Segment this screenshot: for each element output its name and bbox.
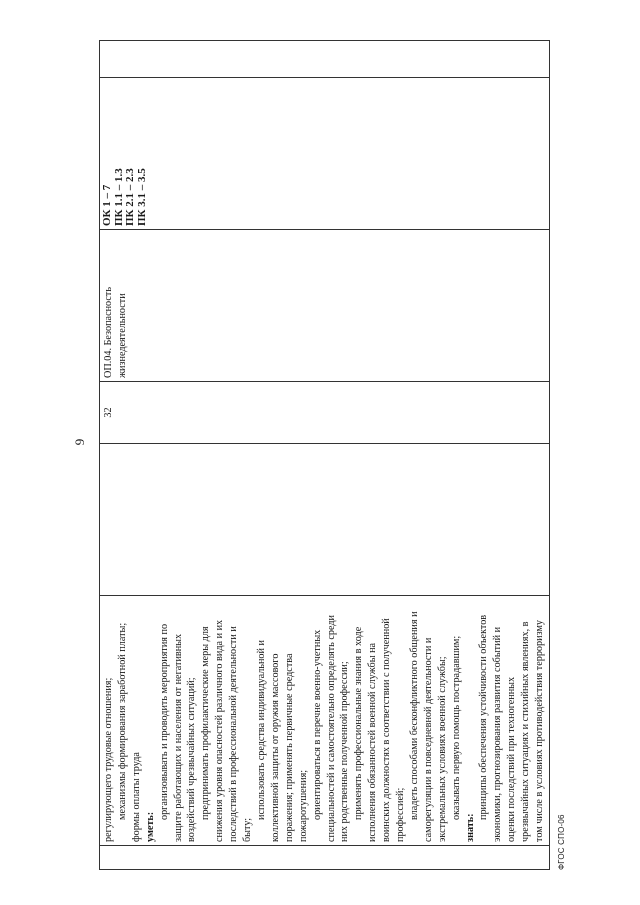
content-line: принципы обеспечения устойчивости объектов	[478, 614, 490, 820]
content-line: снижения уровня опасностей различного вида и их	[214, 619, 226, 842]
content-line: том числе в условиях противодействия терроризму	[534, 620, 546, 842]
rotated-page	[52, 40, 597, 870]
content-line: последствий в профессиональной деятельности и	[228, 626, 240, 842]
content-line: профессией;	[395, 787, 407, 842]
content-line: чрезвычайных ситуациях и стихийных явлениях, в	[520, 621, 532, 842]
content-line: владеть способами бесконфликтного общения и	[408, 611, 420, 820]
content-line: экономики, прогнозирования развития событий и	[492, 626, 504, 842]
page-number: 9	[72, 438, 87, 446]
content-line: оказывать первую помощь пострадавшим;	[450, 635, 462, 820]
content-line: организовывать и проводить мероприятия по	[158, 623, 170, 820]
content-lines	[102, 599, 547, 842]
content-line: воинских должностях в соответствии с полученной	[381, 618, 393, 842]
table-row	[100, 41, 550, 870]
hours-cell: 32	[100, 382, 550, 444]
content-line: регулирующего трудовые отношения;	[103, 677, 114, 842]
content-line: них родственные полученной профессии;	[339, 661, 351, 842]
content-line: коллективной защиты от оружия массового	[269, 653, 281, 842]
content-line: ориентироваться в перечне военно-учетных	[311, 629, 323, 820]
competency-code: ПК 3.1 – 3.5	[135, 168, 148, 226]
content-line: поражения; применять первичные средства	[283, 653, 295, 842]
standard-table	[99, 40, 550, 870]
content-line: защите работающих и населения от негативных	[172, 633, 184, 842]
content-line: формы оплаты труда	[130, 752, 142, 842]
competency-code: ОК 1 – 7	[101, 184, 113, 226]
discipline-line: ОП.04. Безопасность	[103, 286, 114, 378]
content-line: исполнения обязанностей военной службы на	[367, 642, 379, 842]
content-line: воздействий чрезвычайных ситуаций;	[186, 677, 198, 842]
trailing-cell	[100, 41, 550, 78]
discipline-cell	[100, 230, 550, 382]
content-line: применять профессиональные знания в ходе	[353, 626, 365, 820]
content-line: быту;	[242, 817, 254, 842]
content-line: использовать средства индивидуальной и	[255, 640, 267, 820]
page-footer: ФГОС СПО-06	[557, 814, 566, 870]
content-line: пожаротушения;	[297, 769, 309, 842]
content-line: саморегуляции в повседневной деятельности и	[422, 637, 434, 842]
content-line: экстремальных условиях военной службы;	[436, 656, 448, 842]
content-line: уметь:	[144, 811, 156, 842]
max-hours-cell	[100, 444, 550, 596]
competencies-cell	[100, 78, 550, 230]
index-cell	[100, 846, 550, 870]
competency-code: ПК 1.1 – 1.3	[112, 168, 125, 226]
content-line: предпринимать профилактические меры для	[200, 626, 212, 820]
competency-code: ПК 2.1 – 2.3	[124, 168, 136, 226]
content-line: механизмы формирования заработной платы;	[116, 622, 128, 820]
discipline-line: жизнедеятельности	[116, 293, 128, 378]
content-line: знать:	[464, 813, 476, 842]
content-line: оценки последствий при техногенных	[506, 676, 518, 842]
content-line: специальностей и самостоятельно определять среди	[325, 614, 337, 842]
content-cell	[100, 596, 550, 846]
